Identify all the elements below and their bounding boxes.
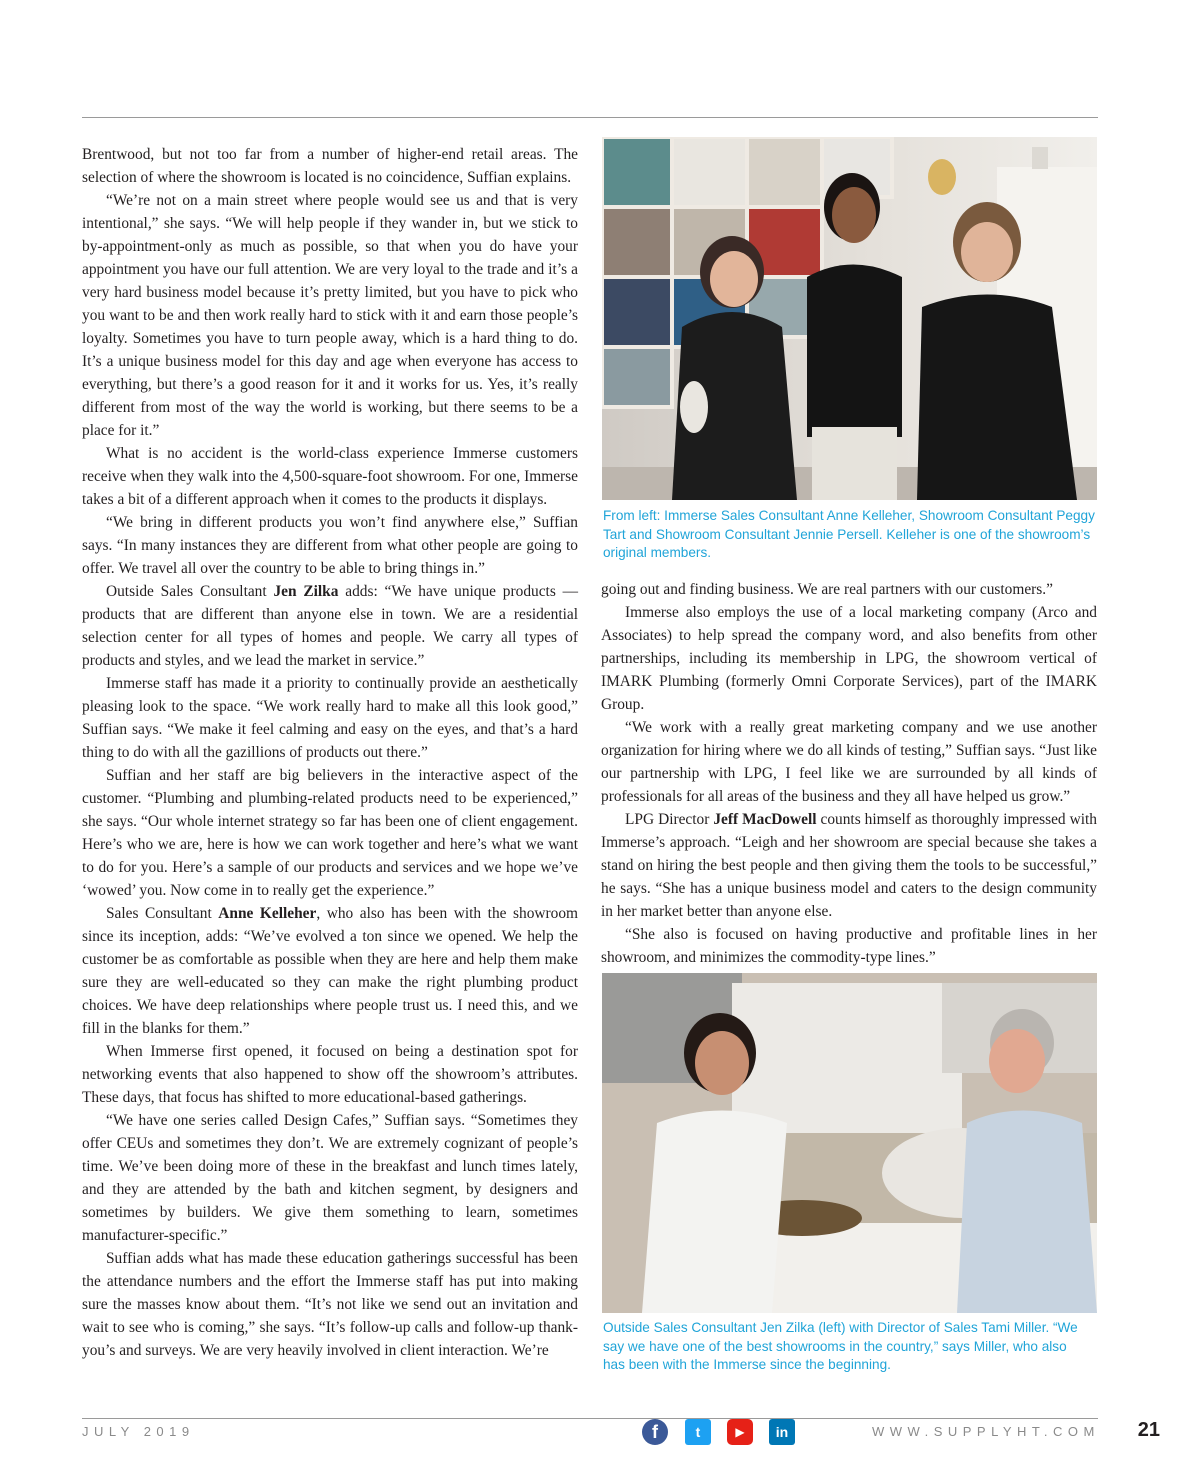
body-paragraph: Brentwood, but not too far from a number of higher-end retail areas. The selection of where the showroom is located is no coincidence, Suffian explains. — [82, 146, 578, 186]
body-paragraph: Immerse also employs the use of a local marketing company (Arco and Associates) to help spread the company word, and also benefits from other partnerships, including its membership in LPG, the showroom vertical of IMARK Plumbing (formerly Omni Corporate Services), part of the IMARK Group. — [601, 604, 1097, 713]
bottom-rule — [82, 1418, 1098, 1419]
body-paragraph: “We have one series called Design Cafes,” Suffian says. “Sometimes they offer CEUs and sometimes they don’t. We are extremely cognizant of people’s time. We’ve been doing more of these in the breakfast and lunch times lately, and they are attended by the bath and kitchen segment, by designers and sometimes by builders. We give them something to learn, sometimes manufacturer-specific.” — [82, 1112, 578, 1244]
right-column-text — [601, 578, 1097, 969]
body-paragraph: “We work with a really great marketing company and we use another organization for hiring where we do all kinds of testing,” Suffian says. “Just like our partnership with LPG, I feel like we are surrounded by all kinds of professionals for all areas of the business and they all have helped us grow.” — [601, 719, 1097, 805]
body-paragraph: Immerse staff has made it a priority to continually provide an aesthetically pleasing look to the space. “We work really hard to make all this look good,” Suffian says. “We make it feel calming and easy on the eyes, and that’s a hard thing to do with all the gazillions of products out there.” — [82, 675, 578, 761]
body-paragraph: Suffian and her staff are big believers in the interactive aspect of the customer. “Plumbing and plumbing-related products need to be experienced,” she says. “Our whole internet strategy so far has been one of client engagement. Here’s who we are, here is how we can work together and here’s what we want to do for you. Here’s a sample of our products and services and we hope we’ve ‘wowed’ you. Now come in to really get the experience.” — [82, 767, 578, 899]
twitter-icon[interactable]: t — [685, 1419, 711, 1445]
body-paragraph: Sales Consultant Anne Kelleher, who also has been with the showroom since its inception, adds: “We’ve evolved a ton since we opened. We help the customer be as comfortable as possible when they are here and help them make sure they are well-educated so they can make the right plumbing product choices. We have deep relationships where people trust us. I need this, and we fill in the blanks for them.” — [82, 905, 578, 1037]
photo-illustration — [602, 973, 1097, 1313]
photo-showroom-staff-three — [602, 137, 1097, 500]
body-paragraph: Suffian adds what has made these education gatherings successful has been the attendance numbers and the effort the Immerse staff has put into making sure the masses know about them. “It’s not like we send out an invitation and wait to see who is coming,” she says. “It’s follow-up calls and follow-up thank-you’s and surveys. We are very heavily involved in client interaction. We’re — [82, 1250, 578, 1359]
photo-sales-consultant-and-director — [602, 973, 1097, 1313]
body-paragraph: “We bring in different products you won’t find anywhere else,” Suffian says. “In many instances they are different from what other people are going to offer. We travel all over the country to be able to bring things in.” — [82, 514, 578, 577]
footer-website[interactable]: WWW.SUPPLYHT.COM — [872, 1424, 1100, 1439]
photo-illustration — [602, 137, 1097, 500]
photo1-caption: From left: Immerse Sales Consultant Anne Kelleher, Showroom Consultant Peggy Tart and Showroom Consultant Jennie Persell. Kelleher is one of the showroom’s original members. — [603, 508, 1095, 560]
facebook-icon[interactable]: f — [642, 1419, 668, 1445]
footer-issue-date: JULY 2019 — [82, 1424, 195, 1439]
left-column-text — [82, 143, 578, 1362]
body-paragraph: “She also is focused on having productive and profitable lines in her showroom, and minimizes the commodity-type lines.” — [601, 926, 1097, 966]
body-paragraph: Outside Sales Consultant Jen Zilka adds: “We have unique products — products that are different than anyone else in town. We are a residential selection center for all types of homes and people. We carry all types of products and styles, and we lead the market in service.” — [82, 583, 579, 669]
body-paragraph: When Immerse first opened, it focused on being a destination spot for networking events that also happened to show off the showroom’s attributes. These days, that focus has shifted to more educational-based gatherings. — [82, 1043, 578, 1106]
body-paragraph: LPG Director Jeff MacDowell counts himself as thoroughly impressed with Immerse’s approach. “Leigh and her showroom are special because she takes a stand on hiring the best people and then giving them the tools to be successful,” he says. “She has a unique business model and caters to the design community in her market better than anyone else. — [601, 811, 1097, 920]
body-paragraph: going out and finding business. We are real partners with our customers.” — [601, 581, 1053, 598]
photo2-caption: Outside Sales Consultant Jen Zilka (left) with Director of Sales Tami Miller. “We say we have one of the best showrooms in the country,” says Miller, who also has been with the Immerse since the beginning. — [603, 1320, 1078, 1372]
youtube-icon[interactable]: ▶ — [727, 1419, 753, 1445]
body-paragraph: What is no accident is the world-class experience Immerse customers receive when they walk into the 4,500-square-foot showroom. For one, Immerse takes a bit of a different approach when it comes to the products it displays. — [82, 445, 578, 508]
body-paragraph: “We’re not on a main street where people would see us and that is very intentional,” she says. “We will help people if they wander in, but we stick to by-appointment-only as much as possible, so that when you do have your appointment you have our full attention. We are very loyal to the trade and it’s a very hard business model because it’s pretty limited, but you have to pick who you want to be and then work really hard to stick with it and earn those people’s loyalty. Sometimes you have to turn people away, which is a hard thing to do. It’s a unique business model for this day and age when everyone has access to everything, but there’s a good reason for it and it works for us. Yes, it’s really different from most of the way the world is working, but there seems to be a place for it.” — [82, 192, 578, 439]
top-rule — [82, 117, 1098, 118]
page-number: 21 — [1137, 1419, 1160, 1441]
linkedin-icon[interactable]: in — [769, 1419, 795, 1445]
